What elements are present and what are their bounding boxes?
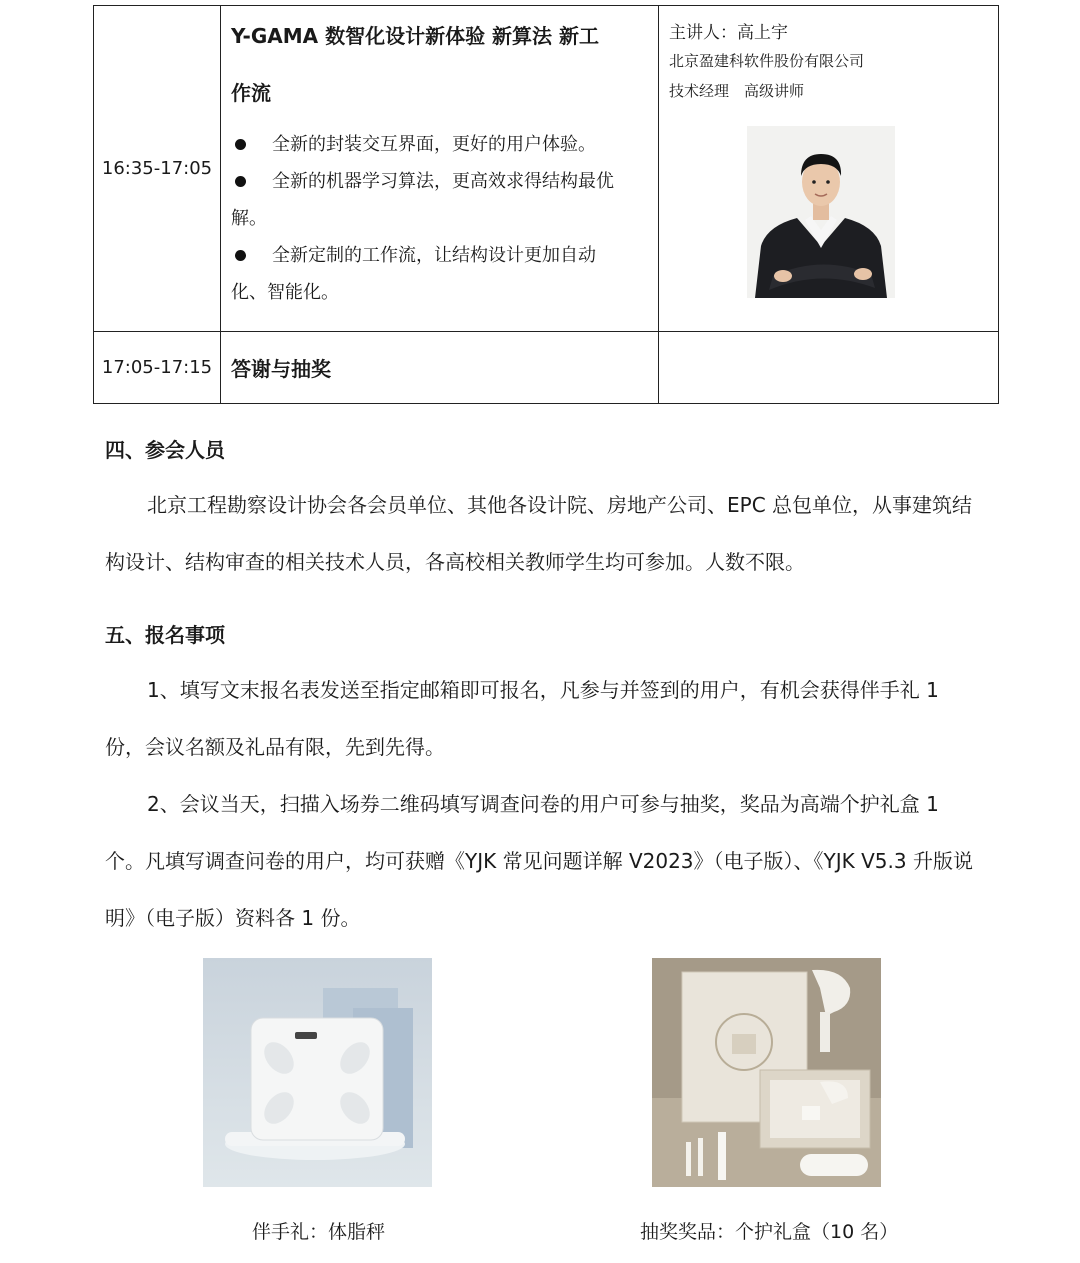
- bullet-item: 全新定制的工作流，让结构设计更加自动: [231, 237, 648, 274]
- section-paragraph: 1、填写文末报名表发送至指定邮箱即可报名，凡参与并签到的用户，有机会获得伴手礼 1 份，会议名额及礼品有限，先到先得。: [105, 678, 939, 759]
- session-title-line: 作流: [231, 81, 271, 105]
- body-fat-scale-image: [203, 958, 432, 1187]
- section-paragraph: 北京工程勘察设计协会各会员单位、其他各设计院、房地产公司、EPC 总包单位，从事建筑结构设计、结构审查的相关技术人员，各高校相关教师学生均可参加。人数不限。: [105, 493, 973, 574]
- bullet-dot-icon: [235, 176, 246, 187]
- section-heading: 五、报名事项: [105, 623, 225, 647]
- session-title: [231, 8, 648, 122]
- speaker-photo: [747, 126, 895, 298]
- gift-caption: 伴手礼：体脂秤: [252, 1221, 386, 1243]
- agenda-row: [94, 6, 999, 332]
- speaker-company: 北京盈建科软件股份有限公司: [669, 52, 865, 70]
- section-paragraph: 2、会议当天，扫描入场券二维码填写调查问卷的用户可参与抽奖，奖品为高端个护礼盒 1 个。凡填写调查问卷的用户，均可获赠《YJK 常见问题详解 V2023》（电子版）、《YJK V5.3 升版说明》（电子版）资料各 1 份。: [105, 792, 973, 930]
- bullet-continuation: 化、智能化。: [231, 282, 339, 303]
- speaker-cell-empty: [659, 332, 999, 404]
- gift-box-image: [652, 958, 881, 1187]
- bullet-dot-icon: [235, 250, 246, 261]
- bullet-item: 全新的机器学习算法，更高效求得结构最优: [231, 163, 648, 200]
- agenda-table: [93, 5, 999, 404]
- session-time: 17:05-17:15: [94, 332, 221, 404]
- speaker-cell: [659, 6, 999, 332]
- session-time: 16:35-17:05: [94, 6, 221, 332]
- gift-caption: 抽奖奖品：个护礼盒（10 名）: [640, 1221, 899, 1243]
- session-topic-cell: [221, 6, 659, 332]
- speaker-name: 主讲人：高上宇: [669, 23, 788, 43]
- bullet-continuation: 解。: [231, 208, 267, 229]
- session-title-line: Y-GAMA 数智化设计新体验 新算法 新工: [231, 24, 600, 48]
- session-bullets: [231, 126, 648, 311]
- agenda-row: [94, 332, 999, 404]
- speaker-title: 技术经理 高级讲师: [669, 82, 805, 100]
- session-title: 答谢与抽奖: [221, 332, 659, 404]
- section-heading: 四、参会人员: [105, 438, 225, 462]
- bullet-dot-icon: [235, 139, 246, 150]
- bullet-item: 全新的封装交互界面，更好的用户体验。: [231, 126, 648, 163]
